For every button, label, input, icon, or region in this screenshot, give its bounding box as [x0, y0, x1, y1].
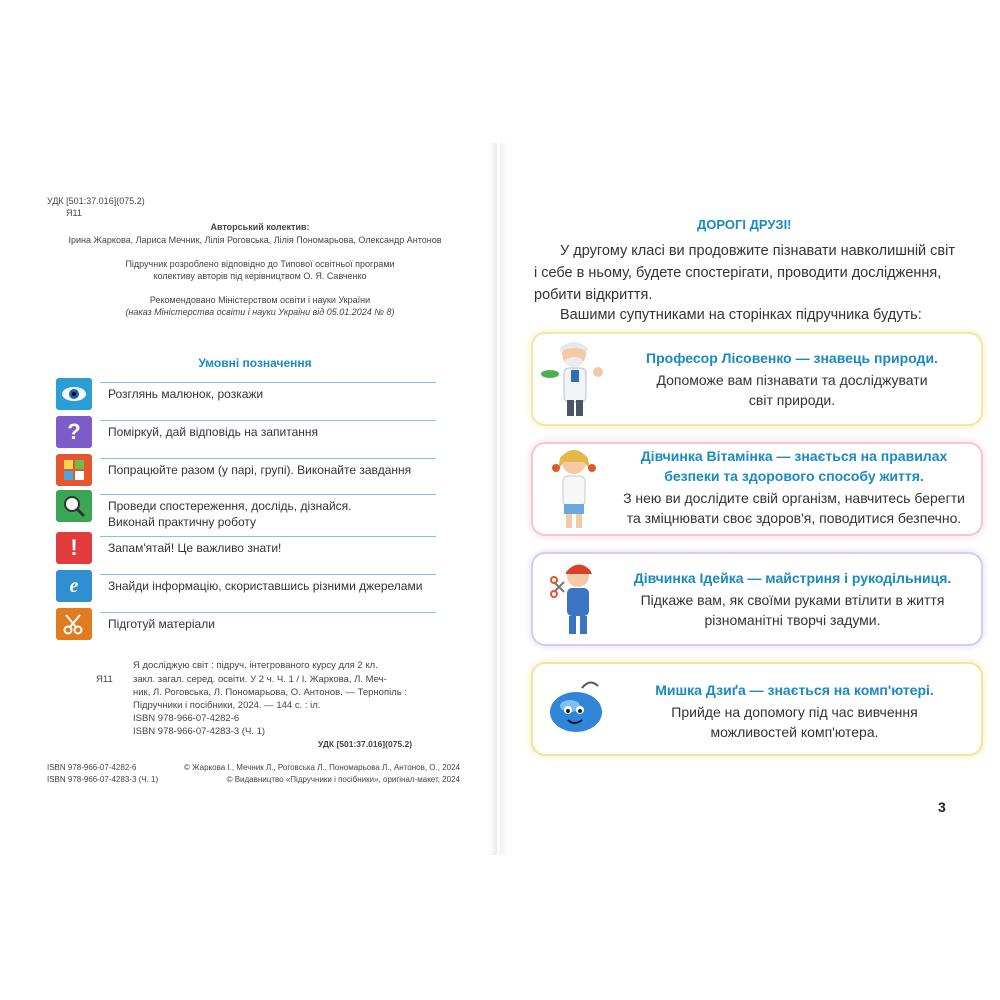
card-mouse-body-1: Прийде на допомогу під час вивчення: [671, 704, 918, 720]
legend-label: Поміркуй, дай відповідь на запитання: [108, 425, 318, 439]
legend-item: [56, 532, 436, 566]
legend-item: [56, 608, 436, 642]
card-professor-title: Професор Лісовенко — знавець природи.: [646, 350, 938, 366]
legend-divider: [100, 420, 436, 421]
biblio-isbn-1: ISBN 978-966-07-4282-6: [133, 713, 240, 724]
legend-label: Запам'ятай! Це важливо знати!: [108, 541, 282, 555]
legend-item: [56, 416, 436, 450]
greeting-title: ДОРОГІ ДРУЗІ!: [697, 217, 792, 232]
legend-divider: [100, 494, 436, 495]
program-line-1: Підручник розроблено відповідно до Типової освітньої програми: [125, 259, 395, 269]
legend-divider: [100, 612, 436, 613]
code-top: Я11: [66, 208, 82, 218]
intro-line-4: Вашими супутниками на сторінках підручника будуть:: [560, 307, 922, 323]
recommended-line-2: (наказ Міністерства освіти і науки України від 05.01.2024 № 8): [125, 307, 395, 317]
biblio-line-4: Підручники і посібники, 2024. — 144 с. : іл.: [133, 700, 321, 711]
legend-divider: [100, 574, 436, 575]
legend-divider: [100, 382, 436, 383]
udc-bottom: УДК [501:37.016](075.2): [318, 739, 413, 749]
authors: Ірина Жаркова, Лариса Мечник, Лілія Роговська, Лілія Пономарьова, Олександр Антонов: [68, 235, 442, 245]
question-icon: ?: [56, 416, 92, 448]
magnifier-icon: [56, 490, 92, 522]
scissors-icon: [56, 608, 92, 640]
copyright-2: © Видавництво «Підручники і посібники», оригінал-макет, 2024: [226, 775, 460, 784]
eye-icon: [56, 378, 92, 410]
biblio-line-1: Я досліджую світ : підруч. інтегрованого курсу для 2 кл.: [133, 660, 378, 671]
legend-title: Умовні позначення: [198, 356, 312, 370]
card-vitaminka-body-1: З нею ви дослідите свій організм, навчитесь берегти: [623, 490, 965, 506]
card-ideika-body-1: Підкаже вам, як своїми руками втілити в життя: [640, 592, 945, 608]
intro-line-2: і себе в ньому, будете спостерігати, проводити дослідження,: [534, 265, 942, 281]
legend-label: Розглянь малюнок, розкажи: [108, 387, 264, 401]
card-ideika-body-2: різноманітні творчі задуми.: [704, 612, 881, 628]
legend-item: [56, 378, 436, 412]
card-mouse-title: Мишка Дзиґа — знається на комп'ютері.: [655, 682, 934, 698]
card-vitaminka-title-2: безпеки та здорового способу життя.: [664, 468, 924, 484]
card-professor-body-1: Допоможе вам пізнавати та досліджувати: [656, 372, 928, 388]
card-ideika-title: Дівчинка Ідейка — майстриня і рукодільниця.: [633, 570, 952, 586]
biblio-line-2: закл. загал. серед. освіти. У 2 ч. Ч. 1 / І. Жаркова, Л. Меч-: [133, 674, 387, 685]
legend-label-line-2: Виконай практичну роботу: [108, 515, 257, 529]
authors-heading: Авторський колектив:: [210, 222, 310, 232]
legend-item: [56, 570, 436, 604]
mouse-dzyga-illustration: [546, 680, 610, 738]
ideika-illustration: [550, 558, 602, 642]
legend-divider: [100, 536, 436, 537]
card-vitaminka-body-2: та зміцнювати своє здоров'я, поводитися безпечно.: [626, 510, 962, 526]
puzzle-icon: [56, 454, 92, 486]
card-mouse-body-2: можливостей комп'ютера.: [710, 724, 879, 740]
legend-item: [56, 454, 436, 488]
footer-isbn-2: ISBN 978-966-07-4283-3 (Ч. 1): [47, 775, 159, 784]
legend-label: Знайди інформацію, скориставшись різними джерелами: [108, 579, 423, 593]
card-professor-body-2: світ природи.: [748, 392, 836, 408]
page-number: 3: [938, 799, 946, 815]
exclamation-icon: !: [56, 532, 92, 564]
legend-label: Підготуй матеріали: [108, 617, 215, 631]
footer-isbn-1: ISBN 978-966-07-4282-6: [47, 763, 137, 772]
legend-label: Проведи спостереження, дослідь, дізнайся.: [108, 499, 352, 513]
copyright-1: © Жаркова І., Мечник Л., Роговська Л., Пономарьова Л., Антонов, О., 2024: [184, 763, 460, 772]
recommended-line-1: Рекомендовано Міністерством освіти і науки України: [149, 295, 371, 305]
vitaminka-illustration: [548, 446, 600, 532]
professor-illustration: [540, 338, 612, 422]
legend-divider: [100, 458, 436, 459]
intro-line-3: робити відкриття.: [534, 287, 653, 303]
program-line-2: колективу авторів під керівництвом О. Я. Савченко: [153, 271, 367, 281]
card-vitaminka-title-1: Дівчинка Вітамінка — знається на правилах: [640, 448, 948, 464]
intro-line-1: У другому класі ви продовжите пізнавати навколишній світ: [560, 243, 955, 259]
udc-top: УДК [501:37.016](075.2): [47, 196, 145, 206]
legend-label: Попрацюйте разом (у парі, групі). Виконайте завдання: [108, 463, 412, 477]
biblio-line-3: ник, Л. Роговська, Л. Пономарьова, О. Антонов. — Тернопіль :: [133, 687, 407, 698]
biblio-code: Я11: [96, 674, 113, 685]
biblio-isbn-2: ISBN 978-966-07-4283-3 (Ч. 1): [133, 726, 266, 737]
internet-icon: e: [56, 570, 92, 602]
legend-item: [56, 490, 436, 529]
